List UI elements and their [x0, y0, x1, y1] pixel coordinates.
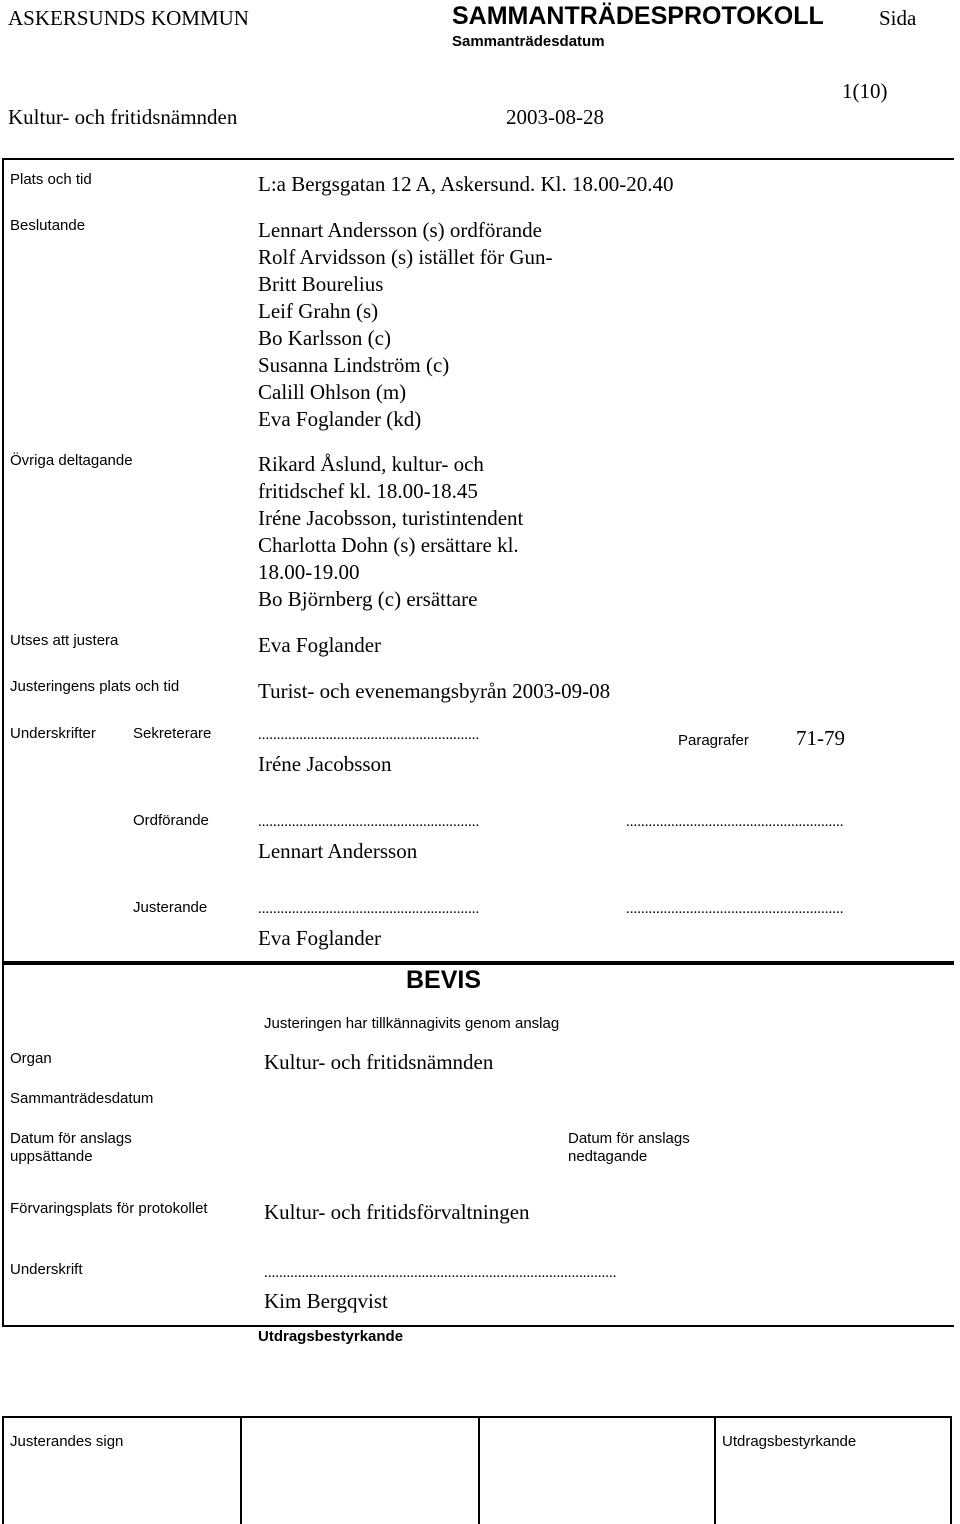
chair-signature-line-2: .......................................................... — [626, 814, 844, 830]
adjusting-name: Eva Foglander — [258, 926, 382, 950]
storage-label: Förvaringsplats för protokollet — [10, 1200, 208, 1217]
place-time-value: L:a Bergsgatan 12 A, Askersund. Kl. 18.00-20.40 — [258, 172, 674, 196]
paragraphs-value: 71-79 — [796, 726, 845, 750]
committee-name: Kultur- och fritidsnämnden — [8, 105, 238, 129]
signatures-label: Underskrifter — [10, 725, 96, 742]
place-time-label: Plats och tid — [10, 171, 92, 188]
paragraphs-label: Paragrafer — [678, 732, 749, 749]
adjusting-signature-line: ........................................................... — [258, 901, 480, 917]
page-number: 1(10) — [842, 79, 888, 103]
deciding-member: Lennart Andersson (s) ordförande — [258, 218, 542, 242]
page-label: Sida — [879, 6, 917, 30]
bevis-title: BEVIS — [406, 966, 482, 994]
posted-date-label-line: Datum för anslags — [10, 1130, 132, 1147]
adjusting-signature-line-2: .......................................................... — [626, 901, 844, 917]
extract-certification-label: Utdragsbestyrkande — [258, 1328, 404, 1345]
chair-label: Ordförande — [133, 812, 209, 829]
secretary-signature-line: ........................................................... — [258, 727, 480, 743]
adjusting-label: Justerande — [133, 899, 208, 916]
footer-divider — [478, 1416, 480, 1524]
municipality-name: ASKERSUNDS KOMMUN — [8, 6, 249, 30]
footer-extract-label: Utdragsbestyrkande — [722, 1433, 857, 1450]
other-member: fritidschef kl. 18.00-18.45 — [258, 479, 478, 503]
organ-value: Kultur- och fritidsnämnden — [264, 1050, 494, 1074]
deciding-member: Britt Bourelius — [258, 272, 384, 296]
deciding-label: Beslutande — [10, 217, 86, 234]
adjuster-value: Eva Foglander — [258, 633, 382, 657]
removed-date-label — [568, 1130, 690, 1166]
others-members — [258, 451, 523, 613]
deciding-member: Leif Grahn (s) — [258, 299, 379, 323]
adjust-place-value: Turist- och evenemangsbyrån 2003-09-08 — [258, 679, 611, 703]
storage-value: Kultur- och fritidsförvaltningen — [264, 1200, 530, 1224]
left-border — [2, 158, 4, 963]
meeting-date-label: Sammanträdesdatum — [452, 33, 605, 50]
bevis-signer-name: Kim Bergqvist — [264, 1289, 388, 1313]
other-member: 18.00-19.00 — [258, 560, 360, 584]
chair-signature-line: ........................................................... — [258, 814, 480, 830]
bevis-signature-label: Underskrift — [10, 1261, 83, 1278]
deciding-member: Rolf Arvidsson (s) istället för Gun- — [258, 245, 553, 269]
bevis-top-border — [2, 961, 954, 965]
header-divider — [2, 158, 230, 160]
organ-label: Organ — [10, 1050, 52, 1067]
posted-date-label — [10, 1130, 132, 1166]
adjust-place-label: Justeringens plats och tid — [10, 678, 180, 695]
bevis-left-border — [2, 961, 4, 1327]
header-divider-right — [230, 158, 954, 160]
secretary-name: Iréne Jacobsson — [258, 752, 392, 776]
secretary-label: Sekreterare — [133, 725, 212, 742]
deciding-members — [258, 217, 553, 433]
deciding-member: Calill Ohlson (m) — [258, 380, 407, 404]
removed-date-label-line: nedtagande — [568, 1148, 648, 1165]
bevis-signature-line: .............................................................................................. — [264, 1265, 617, 1281]
other-member: Bo Björnberg (c) ersättare — [258, 587, 478, 611]
footer-divider — [714, 1416, 716, 1524]
deciding-member: Bo Karlsson (c) — [258, 326, 391, 350]
footer-divider — [240, 1416, 242, 1524]
deciding-member: Eva Foglander (kd) — [258, 407, 422, 431]
document-type: SAMMANTRÄDESPROTOKOLL — [452, 2, 824, 30]
bevis-bottom-border — [2, 1325, 954, 1327]
bevis-meeting-date-label: Sammanträdesdatum — [10, 1090, 154, 1107]
other-member: Charlotta Dohn (s) ersättare kl. — [258, 533, 519, 557]
removed-date-label-line: Datum för anslags — [568, 1130, 690, 1147]
chair-name: Lennart Andersson — [258, 839, 418, 863]
posted-date-label-line: uppsättande — [10, 1148, 93, 1165]
other-member: Iréne Jacobsson, turistintendent — [258, 506, 524, 530]
meeting-date: 2003-08-28 — [506, 105, 604, 129]
others-label: Övriga deltagande — [10, 452, 133, 469]
other-member: Rikard Åslund, kultur- och — [258, 452, 484, 476]
announced-text: Justeringen har tillkännagivits genom anslag — [264, 1015, 560, 1032]
adjuster-label: Utses att justera — [10, 632, 119, 649]
adjuster-sign-label: Justerandes sign — [10, 1433, 124, 1450]
deciding-member: Susanna Lindström (c) — [258, 353, 450, 377]
